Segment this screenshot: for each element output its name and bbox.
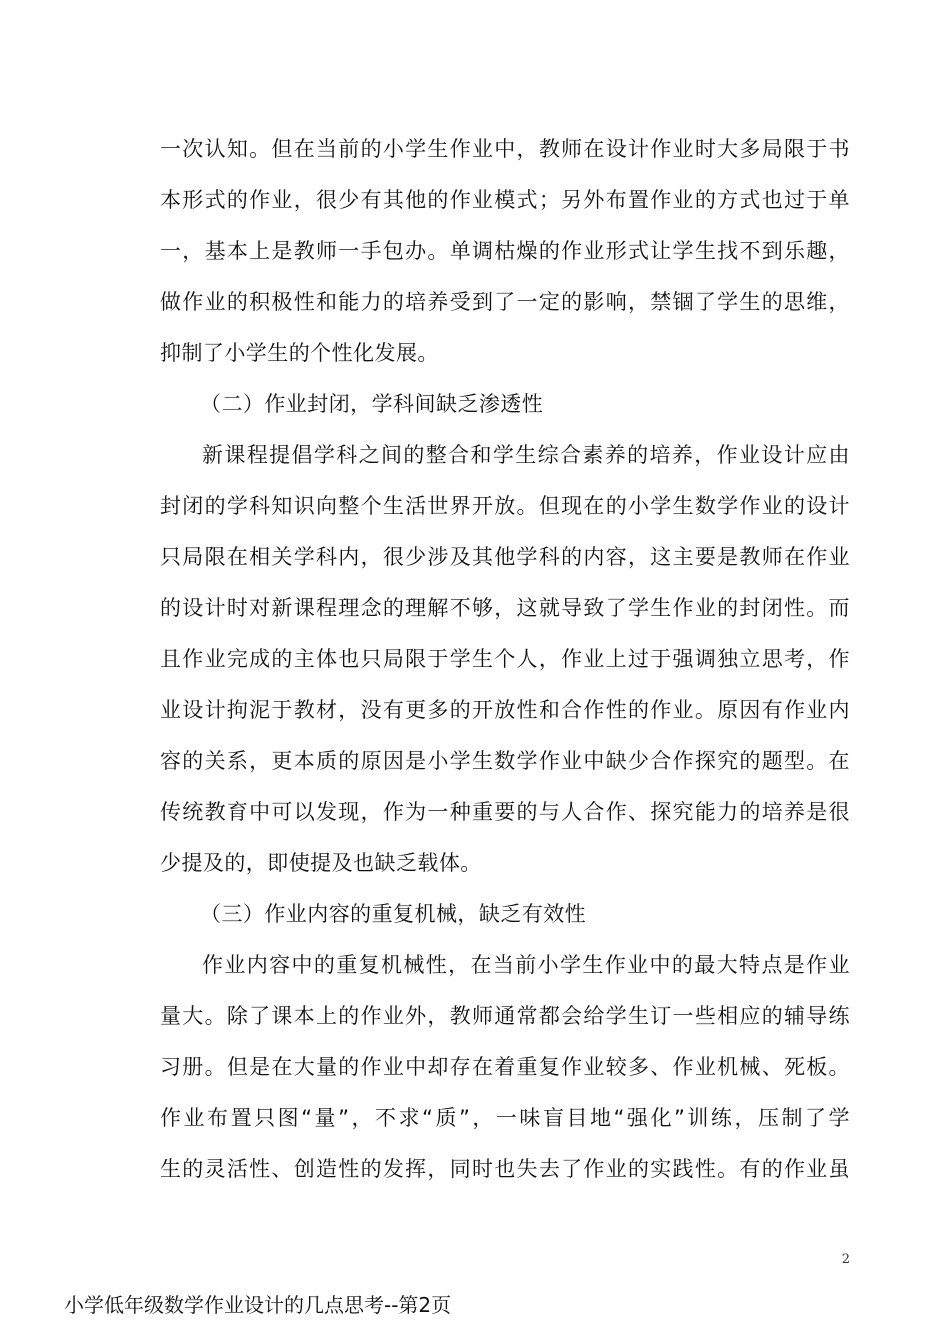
section-2-heading: （二）作业封闭，学科间缺乏渗透性 <box>200 392 544 416</box>
paragraph-1-line-4: 做作业的积极性和能力的培养受到了一定的影响，禁锢了学生的思维， <box>160 290 850 314</box>
section-3-line-3: 习册。但是在大量的作业中却存在着重复作业较多、作业机械、死板。 <box>160 1055 850 1079</box>
section-2-line-4: 的设计时对新课程理念的理解不够，这就导致了学生作业的封闭性。而 <box>160 596 850 620</box>
section-2-line-8: 传统教育中可以发现，作为一种重要的与人合作、探究能力的培养是很 <box>160 800 850 824</box>
section-3-line-4: 作业布置只图“量”，不求“质”，一味盲目地“强化”训练，压制了学 <box>160 1106 850 1130</box>
section-3-line-2: 量大。除了课本上的作业外，教师通常都会给学生订一些相应的辅导练 <box>160 1004 850 1028</box>
section-2-line-7: 容的关系，更本质的原因是小学生数学作业中缺少合作探究的题型。在 <box>160 749 850 773</box>
section-3-heading: （三）作业内容的重复机械，缺乏有效性 <box>200 902 587 926</box>
section-3-line-1: 作业内容中的重复机械性，在当前小学生作业中的最大特点是作业 <box>202 953 850 977</box>
section-2-line-5: 且作业完成的主体也只局限于学生个人，作业上过于强调独立思考，作 <box>160 647 850 671</box>
section-2-line-3: 只局限在相关学科内，很少涉及其他学科的内容，这主要是教师在作业 <box>160 545 850 569</box>
paragraph-1-line-3: 一，基本上是教师一手包办。单调枯燥的作业形式让学生找不到乐趣， <box>160 239 850 263</box>
section-2-line-9: 少提及的，即使提及也缺乏载体。 <box>160 851 482 875</box>
paragraph-1-line-1: 一次认知。但在当前的小学生作业中，教师在设计作业时大多局限于书 <box>160 137 850 161</box>
footer-title: 小学低年级数学作业设计的几点思考--第2页 <box>64 1293 452 1317</box>
paragraph-1-line-2: 本形式的作业，很少有其他的作业模式；另外布置作业的方式也过于单 <box>160 188 850 212</box>
section-2-line-1: 新课程提倡学科之间的整合和学生综合素养的培养，作业设计应由 <box>202 443 850 467</box>
page-number: 2 <box>841 1252 850 1267</box>
paragraph-1-line-5: 抑制了小学生的个性化发展。 <box>160 341 439 365</box>
section-2-line-2: 封闭的学科知识向整个生活世界开放。但现在的小学生数学作业的设计 <box>160 494 850 518</box>
section-2-line-6: 业设计拘泥于教材，没有更多的开放性和合作性的作业。原因有作业内 <box>160 698 850 722</box>
section-3-line-5: 生的灵活性、创造性的发挥，同时也失去了作业的实践性。有的作业虽 <box>160 1157 850 1181</box>
